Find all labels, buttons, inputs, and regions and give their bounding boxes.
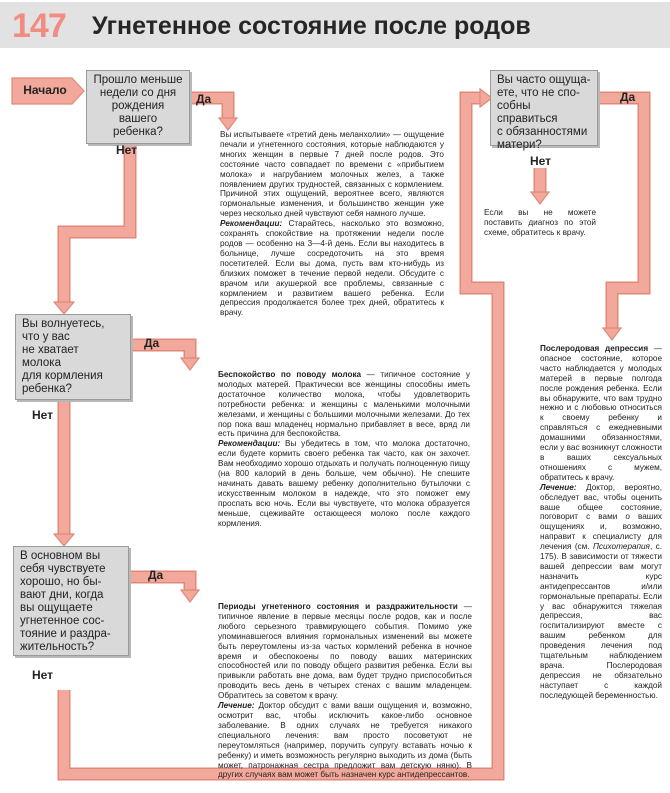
yes-label-q3: Да bbox=[148, 568, 164, 582]
answer-irritability-rec: Доктор обсудит с вами ваши ощущения и, возможно, осмотрит вас, чтобы исключить какое-либо основное заболевание. В одних случаях не требуется никакого специального лечения: вам просто посоветуют не переутомляться (например, поручить супругу вставать ночью к ребенку) и иметь возможность регулярно выходить из дома (быть может, патронажная сестра предложит вам детскую няню). В других случаях вам может быть назначен курс антидепрессантов. bbox=[218, 701, 472, 780]
arrow-q3-yes bbox=[128, 577, 199, 602]
answer-postnatal-depression-ref: Психотерапия bbox=[592, 542, 650, 552]
answer-irritability bbox=[218, 602, 472, 780]
answer-baby-blues-rec: Старайтесь, насколько это возможно, сохранять спокойствие на протяжении недели после родов — особенно на 3—4-й день. Если вы находитесь в больнице, лучше сосредоточить на это время посетителей. Если вы дома, пусть вам кто-нибудь из близких поможет в течение первой недели. Обсудите с врачом или акушеркой все проблемы, связанные с кормлением и развитием вашего ребенка. Если депрессия продолжается более трех дней, обратитесь к врачу. bbox=[220, 219, 445, 318]
yes-label-q4: Да bbox=[620, 90, 636, 104]
arrow-q2-no bbox=[54, 400, 74, 546]
answer-milk-worry-lead: Беспокойство по поводу молока bbox=[218, 370, 362, 379]
answer-baby-blues-rec-label: Рекомендации: bbox=[220, 219, 283, 229]
question-box-milk-worry: Вы волнуетесь, что у вас не хватает молока для кормления ребенка? bbox=[15, 314, 131, 400]
answer-baby-blues bbox=[220, 130, 444, 318]
question-box-irritability: В основном вы себя чувствуете хорошо, но бы- вают дни, когда вы ощущаете угнетенное сос- тояние и раздра- жительность? bbox=[13, 546, 129, 656]
answer-postnatal-depression bbox=[540, 344, 662, 701]
page-header bbox=[0, 2, 670, 48]
no-label-q3: Нет bbox=[32, 668, 54, 682]
arrow-q1-no bbox=[54, 145, 130, 314]
yes-label-q1: Да bbox=[196, 92, 212, 106]
answer-postnatal-depression-rec-b: , с. 175). В зависимости от тяжести вашей депрессии вам могут назначить курс антидепрессантов и/или гормональные препараты. Если у вас обнаружится тяжелая депрессия, вас госпитализируют вместе с вашим ребенком для проведения лечения под тщательным наблюдением врача. Послеродовая депрессия не обязательно наступает с каждой последующей беременностью. bbox=[540, 542, 662, 700]
question-box-cope-as-mother: Вы часто ощуща- ете, что не спо- собны справиться с обязанностями матери? bbox=[490, 70, 598, 146]
no-label-q1: Нет bbox=[116, 143, 138, 157]
answer-postnatal-depression-lead: Послеродовая депрессия bbox=[540, 344, 649, 353]
answer-milk-worry bbox=[218, 370, 470, 529]
answer-irritability-intro: — типичное явление в первые месяцы после родов, как и после любого серьезного травмирующего события. Помимо уже упоминавшегося влияния гормональных изменений вы можете быть переутомлены из-за частых кормлений ребенка в ночное время и обеспокоены по поводу ваших материнских способностей или по поводу общего развития ребенка. Если вы привыкли работать вне дома, вам будет трудно приспособиться проводить весь день в четырех стенах с вашим младенцем. Обратитесь за советом к врачу. bbox=[218, 602, 472, 701]
page-title: Угнетенное состояние после родов bbox=[92, 12, 531, 40]
arrow-q2-yes bbox=[130, 345, 199, 370]
answer-milk-worry-intro: — типичное состояние у молодых матерей. Практически все женщины способны иметь достаточное количество молока, чтобы удовлетворить потребности ребенка: и женщины с маленькими молочными железами, и женщины с большими молочными железами. До тех пор пока ваш младенец нормально прибавляет в весе, вряд ли есть причина для беспокойства. bbox=[218, 370, 470, 439]
answer-no-diagnosis bbox=[484, 208, 596, 238]
no-label-q4: Нет bbox=[530, 154, 552, 168]
answer-baby-blues-intro: Вы испытываете «третий день меланхолии» — ощущение печали и угнетенного состояния, которые наблюдаются у многих женщин в первые 7 дней после родов. Это состояние часто совпадает по времени с «прибытием молока» и нагрубанием молочных желез, а также появлением других трудностей, связанных с кормлением. Причиной этих ощущений, вероятнее всего, являются гормональные изменения, и большинство женщин уже через несколько дней чувствуют себя намного лучше. bbox=[220, 130, 444, 219]
no-label-q2: Нет bbox=[32, 408, 54, 422]
start-label: Начало bbox=[23, 83, 67, 97]
answer-milk-worry-rec: Вы убедитесь в том, что молока достаточно, если будете кормить своего ребенка так часто, как он захочет. Вам необходимо хорошо отдыхать и получать полноценную пищу (на 800 калорий в день больше, чем обычно). Не спешите начинать давать вашему ребенку дополнительно бутылочки с искусственным молоком в надежде, что это поможет ему проспать всю ночь. Если вы чувствуете, что молока образуется меньше, сцеживайте остающееся молоко после каждого кормления. bbox=[218, 439, 470, 528]
answer-postnatal-depression-rec-a: Доктор, вероятно, обследует вас, чтобы оценить ваше общее состояние, поговорит с вами о ваших ощущениях и, возможно, направит к специалисту для лечения (см. bbox=[540, 482, 662, 552]
yes-label-q2: Да bbox=[144, 336, 160, 350]
arrow-q4-no bbox=[531, 168, 549, 204]
answer-postnatal-depression-rec-label: Лечение: bbox=[540, 482, 577, 492]
answer-milk-worry-rec-label: Рекомендации: bbox=[218, 439, 281, 449]
answer-irritability-rec-label: Лечение: bbox=[218, 701, 255, 711]
answer-postnatal-depression-intro: — опасное состояние, которое часто наблюдается у молодых матерей в первые полгода после рождения ребенка. Если вы обнаружите, что вам трудно нежно и с любовью относиться к своему ребенку и справляться с ежедневными домашними обязанностями, если у вас возникнут сложности в ваших сексуальных отношениях с мужем, обратитесь к врачу. bbox=[540, 344, 663, 482]
answer-irritability-lead: Периоды угнетенного состояния и раздражительности bbox=[218, 602, 458, 611]
page-number: 147 bbox=[12, 7, 66, 45]
answer-no-diagnosis-text: Если вы не можете поставить диагноз по этой схеме, обратитесь к врачу. bbox=[484, 208, 596, 237]
arrow-q4-yes bbox=[598, 98, 644, 340]
question-box-newborn-week: Прошло меньше недели со дня рождения вашего ребенка? bbox=[86, 70, 190, 144]
